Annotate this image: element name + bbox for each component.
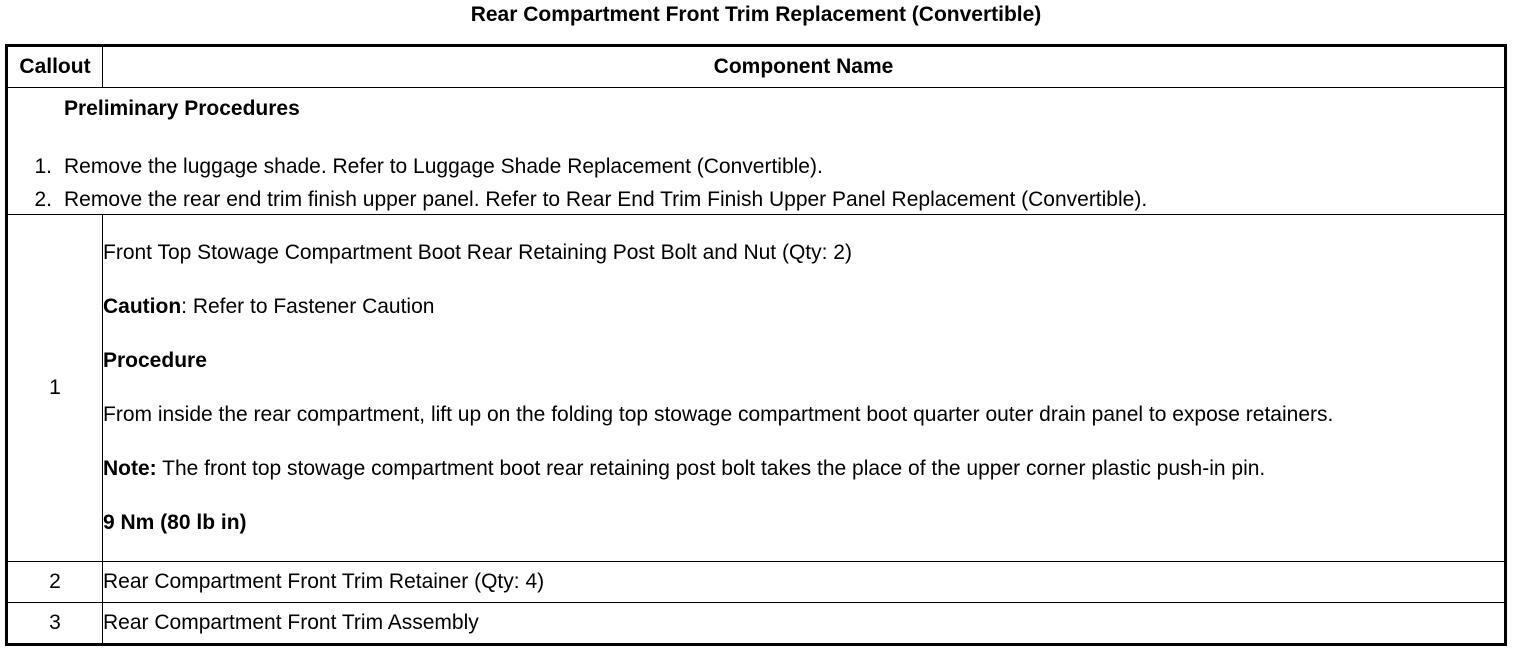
caution-paragraph xyxy=(103,292,1504,322)
procedure-label: Procedure xyxy=(103,349,207,372)
table-header-row xyxy=(7,46,1506,88)
table-row xyxy=(7,215,1506,562)
component-name-column-header: Component Name xyxy=(103,46,1506,88)
callout-column-header: Callout xyxy=(7,46,103,88)
step-number: 1. xyxy=(34,155,52,178)
procedure-text: From inside the rear compartment, lift up on the folding top stowage compartment boot quarter outer drain panel to expose retainers. xyxy=(103,403,1334,426)
document-title: Rear Compartment Front Trim Replacement (Convertible) xyxy=(470,3,1042,26)
list-item xyxy=(8,183,1147,216)
component-name: Rear Compartment Front Trim Retainer (Qty: 4) xyxy=(103,562,1506,603)
caution-label: Caution xyxy=(103,295,182,318)
components-table xyxy=(5,44,1507,646)
preliminary-steps-list xyxy=(8,150,1147,216)
table-row xyxy=(7,562,1506,603)
note-text: The front top stowage compartment boot rear retaining post bolt takes the place of the upper corner plastic push-in pin. xyxy=(156,457,1266,480)
list-item xyxy=(8,150,1147,183)
note-paragraph xyxy=(103,454,1504,484)
torque-spec: 9 Nm (80 lb in) xyxy=(103,511,247,534)
step-text: Remove the luggage shade. Refer to Luggage Shade Replacement (Convertible). xyxy=(64,155,823,178)
component-description xyxy=(103,215,1506,562)
callout-number: 3 xyxy=(7,603,103,645)
callout-number: 2 xyxy=(7,562,103,603)
preliminary-procedures-row xyxy=(7,88,1506,215)
callout-number: 1 xyxy=(7,215,103,562)
preliminary-procedures-cell xyxy=(7,88,1506,215)
preliminary-procedures-heading: Preliminary Procedures xyxy=(64,97,300,120)
note-label: Note: xyxy=(103,457,157,480)
table-row xyxy=(7,603,1506,645)
step-text: Remove the rear end trim finish upper panel. Refer to Rear End Trim Finish Upper Panel Replacement (Convertible). xyxy=(64,188,1148,211)
component-name: Front Top Stowage Compartment Boot Rear Retaining Post Bolt and Nut (Qty: 2) xyxy=(103,241,852,264)
component-name: Rear Compartment Front Trim Assembly xyxy=(103,603,1506,645)
step-number: 2. xyxy=(34,188,52,211)
caution-text: : Refer to Fastener Caution xyxy=(181,295,435,318)
